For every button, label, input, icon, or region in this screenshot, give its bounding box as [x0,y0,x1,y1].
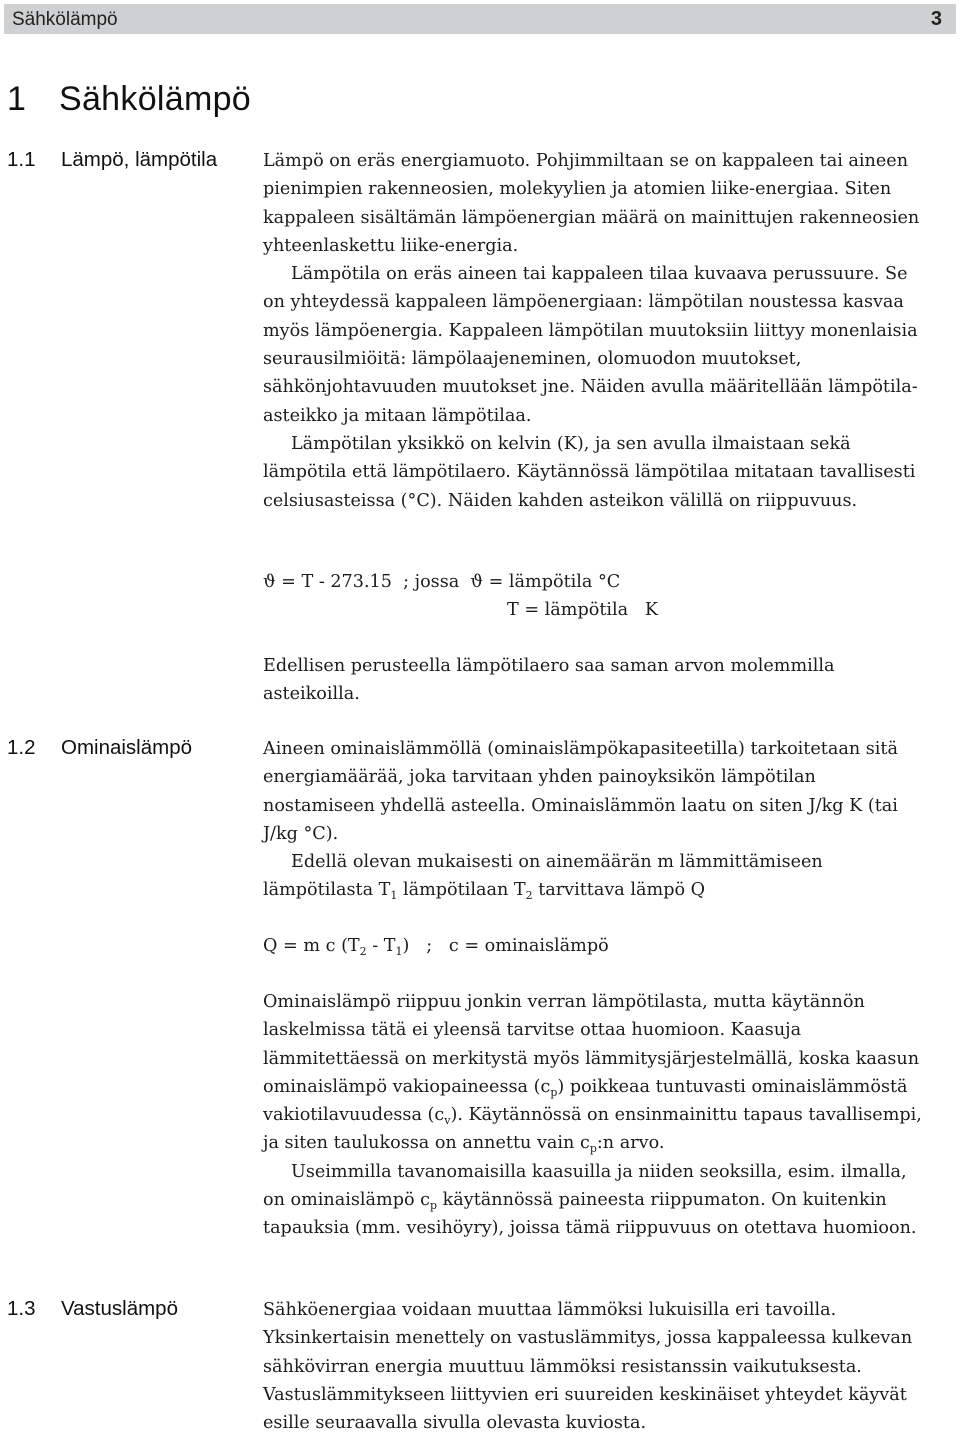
paragraph: Aineen ominaislämmöllä (ominaislämpökapasiteetilla) tarkoitetaan sitä energiamäärää, joka tarvitaan yhden painoyksikön lämpötilan nostamiseen yhdellä asteella. Ominaislämmön laatu on siten J/kg K (tai J/kg °C). [263,739,898,844]
equation-line: ϑ = T - 273.15 ; jossa ϑ = lämpötila °C [263,572,621,592]
chapter-title: Sähkölämpö [59,80,252,118]
section-body-1-3 [263,1296,928,1437]
section-number: 1.1 [7,148,36,171]
running-title: Sähkölämpö [12,9,118,30]
equation-temperature [263,568,928,625]
paragraph: Useimmilla tavanomaisilla kaasuilla ja niiden seoksilla, esim. ilmalla, on ominaislämpö $c_p$ käytännössä paineesta riippumaton. On kuitenkin tapauksia (mm. vesihöyry), joissa tämä riippuvuus on otettava huomioon. [263,1161,917,1239]
paragraph: Edellä olevan mukaisesti on ainemäärän m lämmittämiseen lämpötilasta $T_1$ lämpötilaan $T_2$ tarvittava lämpö Q [263,852,823,903]
section-title: Lämpö, lämpötila [61,148,218,171]
paragraph: Lämpötila on eräs aineen tai kappaleen tilaa kuvaava perussuure. Se on yhteydessä kappaleen lämpöenergiaan: lämpötilan noustessa kasvaa myös lämpöenergia. Kappaleen lämpötilan muutoksiin liittyy monenlaisia seurausilmiöitä: lämpölaajeneminen, olomuodon muutokset, sähkönjohtavuuden muutokset jne. Näiden avulla määritellään lämpötila-asteikko ja mitaan lämpötilaa. [263,264,918,426]
section-title: Vastuslämpö [61,1297,178,1320]
equation-heat [263,932,928,960]
section-number: 1.3 [7,1297,36,1320]
section-title: Ominaislämpö [61,736,193,759]
paragraph: Lämpötilan yksikkö on kelvin (K), ja sen avulla ilmaistaan sekä lämpötila että lämpötilaero. Käytännössä lämpötilaa mitataan tavallisesti celsiusasteissa (°C). Näiden kahden asteikon välillä on riippuvuus. [263,433,916,511]
section-body-1-2 [263,735,928,905]
page-number: 3 [930,8,942,30]
paragraph: Lämpö on eräs energiamuoto. Pohjimmiltaan se on kappaleen tai aineen pienimpien rakenneosien, molekyylien ja atomien liike-energiaa. Siten kappaleen sisältämän lämpöenergian määrä on mainittujen rakenneosien yhteenlaskettu liike-energia. [263,151,920,256]
section-body-1-1 [263,147,928,515]
chapter-number: 1 [7,80,27,118]
paragraph: Edellisen perusteella lämpötilaero saa saman arvon molemmilla asteikoilla. [263,656,835,705]
section-number: 1.2 [7,736,36,759]
running-header [4,4,956,34]
section-body-1-1-end [263,652,928,709]
equation-line: Q = m c $(T_2 - T_1)$ ; c = ominaislämpö [263,936,609,958]
paragraph: Ominaislämpö riippuu jonkin verran lämpötilasta, mutta käytännön laskelmissa tätä ei yleensä tarvitse ottaa huomioon. Kaasuja lämmitettäessä on merkitystä myös lämmitysjärjestelmällä, koska kaasun ominaislämpö vakiopaineessa $(c_p)$ poikkeaa tuntuvasti ominaislämmöstä vakiotilavuudessa $(c_v)$. Käytännössä on ensinmainittu tapaus tavallisempi, ja siten taulukossa on annettu vain $c_p:n$ arvo. [263,992,922,1156]
paragraph: Sähköenergiaa voidaan muuttaa lämmöksi lukuisilla eri tavoilla. Yksinkertaisin menettely on vastuslämmitys, jossa kappaleessa kulkevan sähkövirran energia muuttuu lämmöksi resistanssin vaikutuksesta. Vastuslämmitykseen liittyvien eri suureiden keskinäiset yhteydet käyvät esille seuraavalla sivulla olevasta kuviosta. [263,1300,913,1434]
equation-line: T = lämpötila K [507,600,659,621]
section-heading-1-2 [7,736,192,760]
section-heading-1-1 [7,148,217,172]
chapter-heading [7,80,251,119]
section-heading-1-3 [7,1297,178,1321]
section-body-1-2-cont [263,988,928,1243]
